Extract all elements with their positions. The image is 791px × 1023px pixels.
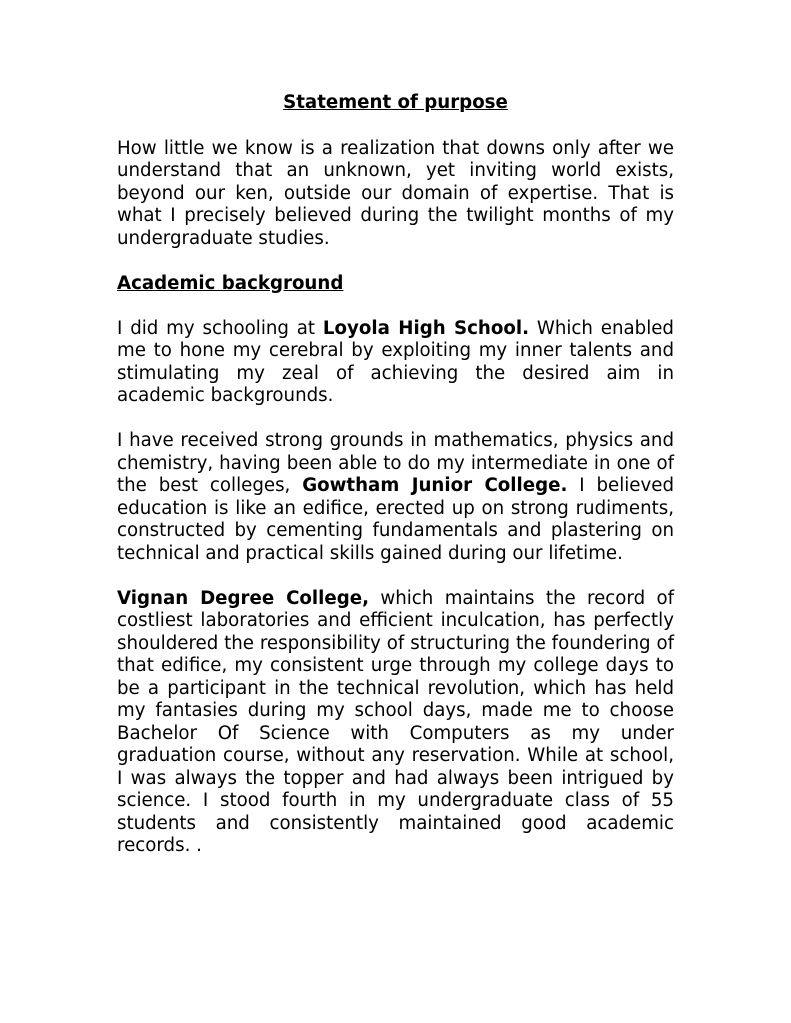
document-page [117, 92, 674, 880]
intermediate-paragraph [117, 430, 674, 565]
paragraph-text: Which enabled me to hone my cerebral by exploiting my inner talents and stimulating my zeal of achieving the desired aim in academic backgrounds. [117, 317, 674, 406]
paragraph-text: which maintains the record of costliest laboratories and efficient inculcation, has perfectly shouldered the responsibility of structuring the foundering of that edifice, my consistent urge through my college days to be a participant in the technical revolution, which has held my fantasies during my school days, made me to choose Bachelor Of Science with Computers as my under graduation course, without any reservation. While at school, I was always the topper and had always been intrigued by science. I stood fourth in my undergraduate class of 55 students and consistently maintained good academic records. . [117, 587, 675, 856]
degree-paragraph [117, 588, 674, 858]
college-name: Gowtham Junior College. [302, 475, 568, 496]
school-name: Loyola High School. [322, 317, 530, 339]
degree-college-name: Vignan Degree College, [117, 587, 369, 609]
document-title: Statement of purpose [283, 92, 508, 113]
section-heading-academic-background: Academic background [117, 272, 344, 294]
paragraph-text: I did my schooling at [117, 317, 323, 339]
schooling-paragraph [117, 318, 674, 408]
paragraph-text: I believed education is like an edifice, erected up on strong rudiments, constructed by cementing fundamentals and plastering on technical and practical skills gained during our lifetime. [117, 475, 674, 564]
intro-paragraph: How little we know is a realization that downs only after we understand that an unknown, yet inviting world exists, beyond our ken, outside our domain of expertise. That is what I precisely believed during the twilight months of my undergraduate studies. [117, 137, 674, 249]
paragraph-text: I have received strong grounds in mathematics, physics and chemistry, having been able to do my intermediate in one of the best colleges, [117, 430, 674, 496]
